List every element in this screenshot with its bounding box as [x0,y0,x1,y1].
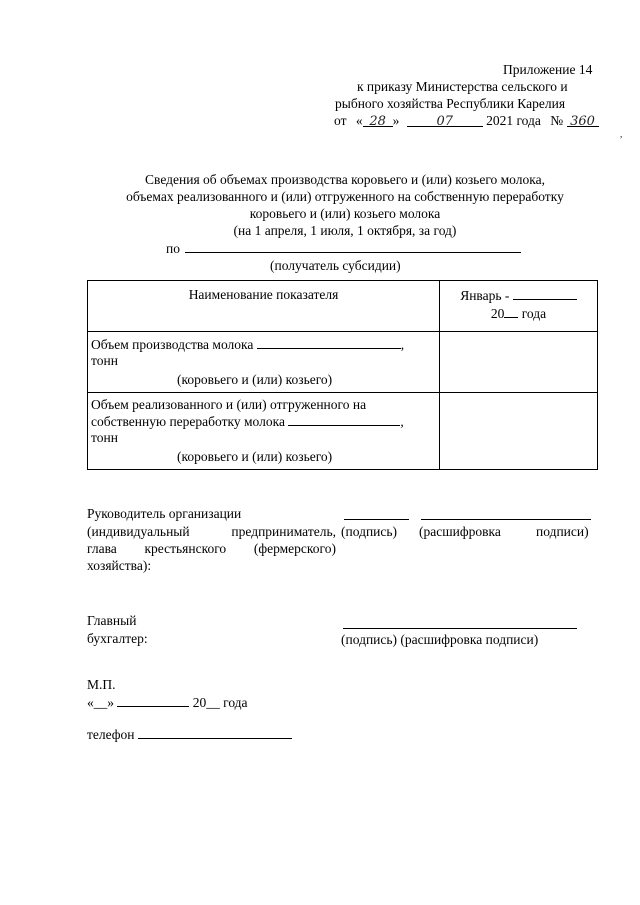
head-decode-line[interactable] [421,507,591,520]
indicators-table [87,280,598,470]
number-sign: № [550,113,564,128]
production-line-3: (коровьего и (или) козьего) [177,372,333,387]
order-year: 2021 года [486,113,541,128]
title-line-4: (на 1 апреля, 1 июля, 1 октября, за год) [233,223,457,238]
accountant-signature-label: (подпись) (расшифровка подписи) [341,632,539,647]
accountant-signature-line[interactable] [343,616,577,629]
title-line-3: коровьего и (или) козьего молока [249,206,441,221]
head-line-4: хозяйства): [87,558,152,573]
appendix-number: Приложение 14 [503,62,593,77]
title-line-2: объемах реализованного и (или) отгруженного на собственную переработку [126,189,564,204]
recipient-caption: (получатель субсидии) [270,258,401,273]
production-blank[interactable] [257,336,401,349]
phone-label: телефон [87,727,135,742]
sold-line-2: собственную переработку молока , [91,414,404,429]
table-header-row [88,281,598,332]
period-header-line-1: Январь - [443,287,594,304]
order-month: 07 [407,114,483,127]
head-decode-label-1: (расшифровка [419,524,501,539]
from-label: от [334,113,347,128]
head-signature-line[interactable] [344,507,409,520]
recipient-field[interactable] [185,240,521,253]
head-decode-label-2: подписи) [536,524,589,539]
table-row [88,393,598,470]
sold-line-3: тонн [91,430,118,445]
period-header [440,281,598,332]
order-date-line [334,113,599,129]
period-header-line-2: 20 года [490,306,547,321]
po-label: по [166,241,180,256]
footer-date-open: «__» [87,695,114,710]
sold-line-4: (коровьего и (или) козьего) [177,449,333,464]
head-signature-label: (подпись) [341,524,398,539]
footer-date-line [87,694,248,711]
header-line-2: к приказу Министерства сельского и [357,79,568,94]
footer-date-field[interactable] [117,694,189,707]
sold-line-1: Объем реализованного и (или) отгруженного на [91,397,367,412]
sold-value-cell[interactable] [440,393,598,470]
sold-blank[interactable] [288,413,400,426]
title-line-1: Сведения об объемах производства коровьего и (или) козьего молока, [145,172,545,187]
order-day: 28 [363,114,393,127]
head-line-2: (индивидуальный предприниматель, [87,524,336,539]
head-line-1: Руководитель организации [87,506,242,521]
accountant-line-2: бухгалтер: [87,631,148,646]
margin-mark: , [620,129,623,139]
indicator-name-header: Наименование показателя [88,281,440,332]
accountant-line-1: Главный [87,613,137,628]
table-row [88,332,598,393]
production-value-cell[interactable] [440,332,598,393]
order-number: 360 [567,114,599,127]
footer-date-year: 20__ года [192,695,248,710]
header-line-3: рыбного хозяйства Республики Карелия [335,96,566,111]
production-line-2: тонн [91,353,118,368]
stamp-label: М.П. [87,677,116,692]
production-volume-cell [88,332,440,393]
sold-volume-cell [88,393,440,470]
phone-field[interactable] [138,726,292,739]
head-line-3: глава крестьянского (фермерского) [87,541,336,556]
day-close-quote: » [392,113,400,128]
phone-line [87,726,292,743]
period-month-field[interactable] [513,287,577,300]
day-open-quote: « [355,113,363,128]
production-line-1: Объем производства молока , [91,337,405,352]
period-year-field[interactable] [504,305,518,318]
po-line [166,240,521,257]
